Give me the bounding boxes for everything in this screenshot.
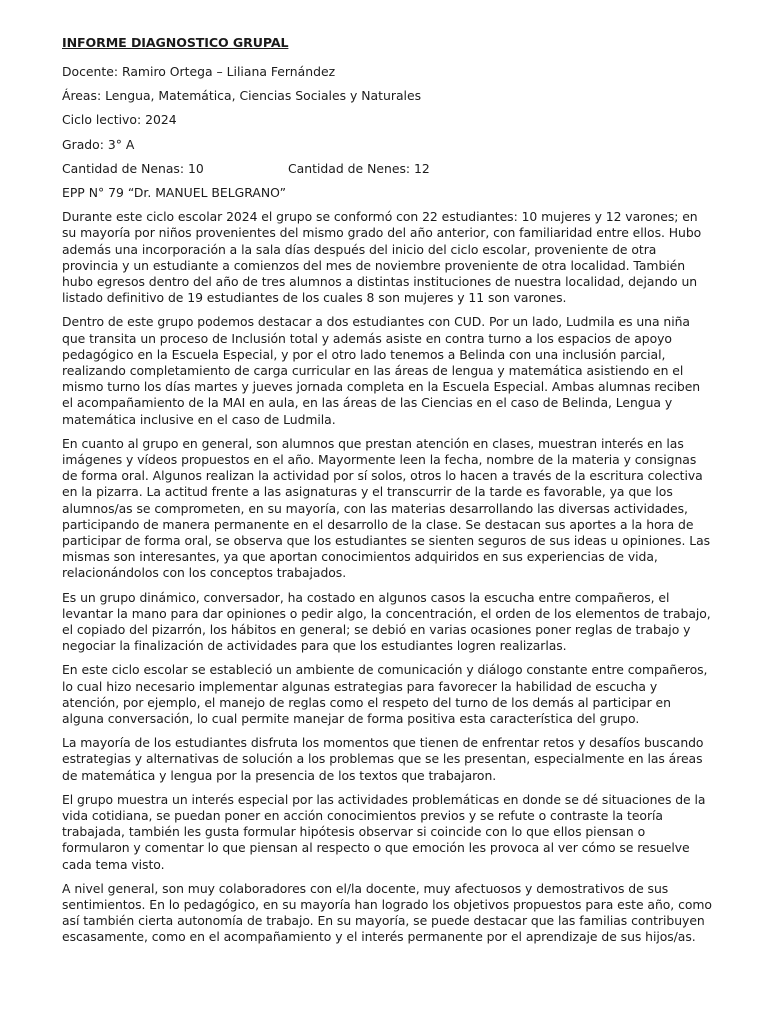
document-body: [62, 35, 712, 954]
paragraph: La mayoría de los estudiantes disfruta los momentos que tienen de enfrentar retos y desafíos buscando estrategias y alternativas de solución a los problemas que se les presentan, especialmente en las áreas de matemática y lengua por la presencia de los textos que trabajaron.: [62, 735, 704, 783]
school-line: EPP N° 79 “Dr. MANUEL BELGRANO”: [62, 184, 287, 200]
paragraph: Durante este ciclo escolar 2024 el grupo se conformó con 22 estudiantes: 10 mujeres y 12 varones; en su mayoría por niños provenientes del mismo grado del año anterior, con familiaridad entre ellos. Hubo además una incorporación a la sala días después del inicio del ciclo escolar, proveniente de otra provincia y un estudiante a comienzos del mes de noviembre proveniente de otra localidad. También hubo egresos dentro del año de tres alumnos a distintas instituciones de nuestra localidad, dejando un listado definitivo de 19 estudiantes de los cuales 8 son mujeres y 11 son varones.: [62, 209, 702, 306]
paragraph: Dentro de este grupo podemos destacar a dos estudiantes con CUD. Por un lado, Ludmila es una niña que transita un proceso de Inclusión total y además asiste en contra turno a los espacios de apoyo pedagógico en la Escuela Especial, y por el otro lado tenemos a Belinda con una inclusión parcial, realizando completamiento de carga curricular en las áreas de lengua y matemática asistiendo en el mismo turno los días martes y jueves jornada completa en la Escuela Especial. Ambas alumnas reciben el acompañamiento de la MAI en aula, en las áreas de las Ciencias en el caso de Belinda, Lengua y matemática inclusive en el caso de Ludmila.: [62, 314, 701, 427]
paragraph: El grupo muestra un interés especial por las actividades problemáticas en donde se dé situaciones de la vida cotidiana, se puedan poner en acción conocimientos previos y se refute o contraste la teoría trabajada, también les gusta formular hipótesis observar si coincide con lo que ellos piensan o formularon y comentar lo que piensan al respecto o que emoción les provoca al ver cómo se resuelve cada tema visto.: [62, 791, 706, 872]
ciclo-line: Ciclo lectivo: 2024: [62, 112, 177, 128]
paragraph: En este ciclo escolar se estableció un ambiente de comunicación y diálogo constante entre compañeros, lo cual hizo necesario implementar algunas estrategias para favorecer la habilidad de escucha y atención, por ejemplo, el manejo de reglas como el respeto del turno de los demás al participar en alguna conversación, lo cual permite manejar de forma positiva esta característica del grupo.: [62, 662, 708, 727]
areas-line: Áreas: Lengua, Matemática, Ciencias Sociales y Naturales: [62, 88, 422, 104]
paragraph: Es un grupo dinámico, conversador, ha costado en algunos casos la escucha entre compañeros, el levantar la mano para dar opiniones o pedir algo, la concentración, el orden de los elementos de trabajo, el copiado del pizarrón, los hábitos en general; se debió en varias ocasiones poner reglas de trabajo y negociar la finalización de actividades para que los estudiantes logren realizarlas.: [62, 589, 711, 654]
document-title: INFORME DIAGNOSTICO GRUPAL: [62, 35, 289, 50]
nenes-count: Cantidad de Nenes: 12: [288, 160, 430, 176]
grado-line: Grado: 3° A: [62, 136, 135, 152]
paragraph: A nivel general, son muy colaboradores con el/la docente, muy afectuosos y demostrativos de sus sentimientos. En lo pedagógico, en su mayoría han logrado los objetivos propuestos para este año, como así también cierta autonomía de trabajo. En su mayoría, se puede destacar que las familias contribuyen escasamente, como en el acompañamiento y el interés permanente por el aprendizaje de sus hijos/as.: [62, 880, 712, 945]
paragraph: En cuanto al grupo en general, son alumnos que prestan atención en clases, muestran interés en las imágenes y vídeos propuestos en el año. Mayormente leen la fecha, nombre de la materia y consignas de forma oral. Algunos realizan la actividad por sí solos, otros lo hacen a través de la escritura colectiva en la pizarra. La actitud frente a las asignaturas y el transcurrir de la tarde es favorable, ya que los alumnos/as se comprometen, en su mayoría, con las materias desarrollando las diversas actividades, participando de manera permanente en el desarrollo de la clase. Se destacan sus aportes a la hora de participar de forma oral, se observa que los estudiantes se sienten seguros de sus ideas u opiniones. Las mismas son interesantes, ya que aportan conocimientos adquiridos en sus experiencias de vida, relacionándolos con los conceptos trabajados.: [62, 435, 711, 581]
cantidad-row: [62, 161, 712, 177]
nenas-count: Cantidad de Nenas: 10: [62, 160, 204, 176]
docente-line: Docente: Ramiro Ortega – Liliana Fernández: [62, 64, 336, 79]
